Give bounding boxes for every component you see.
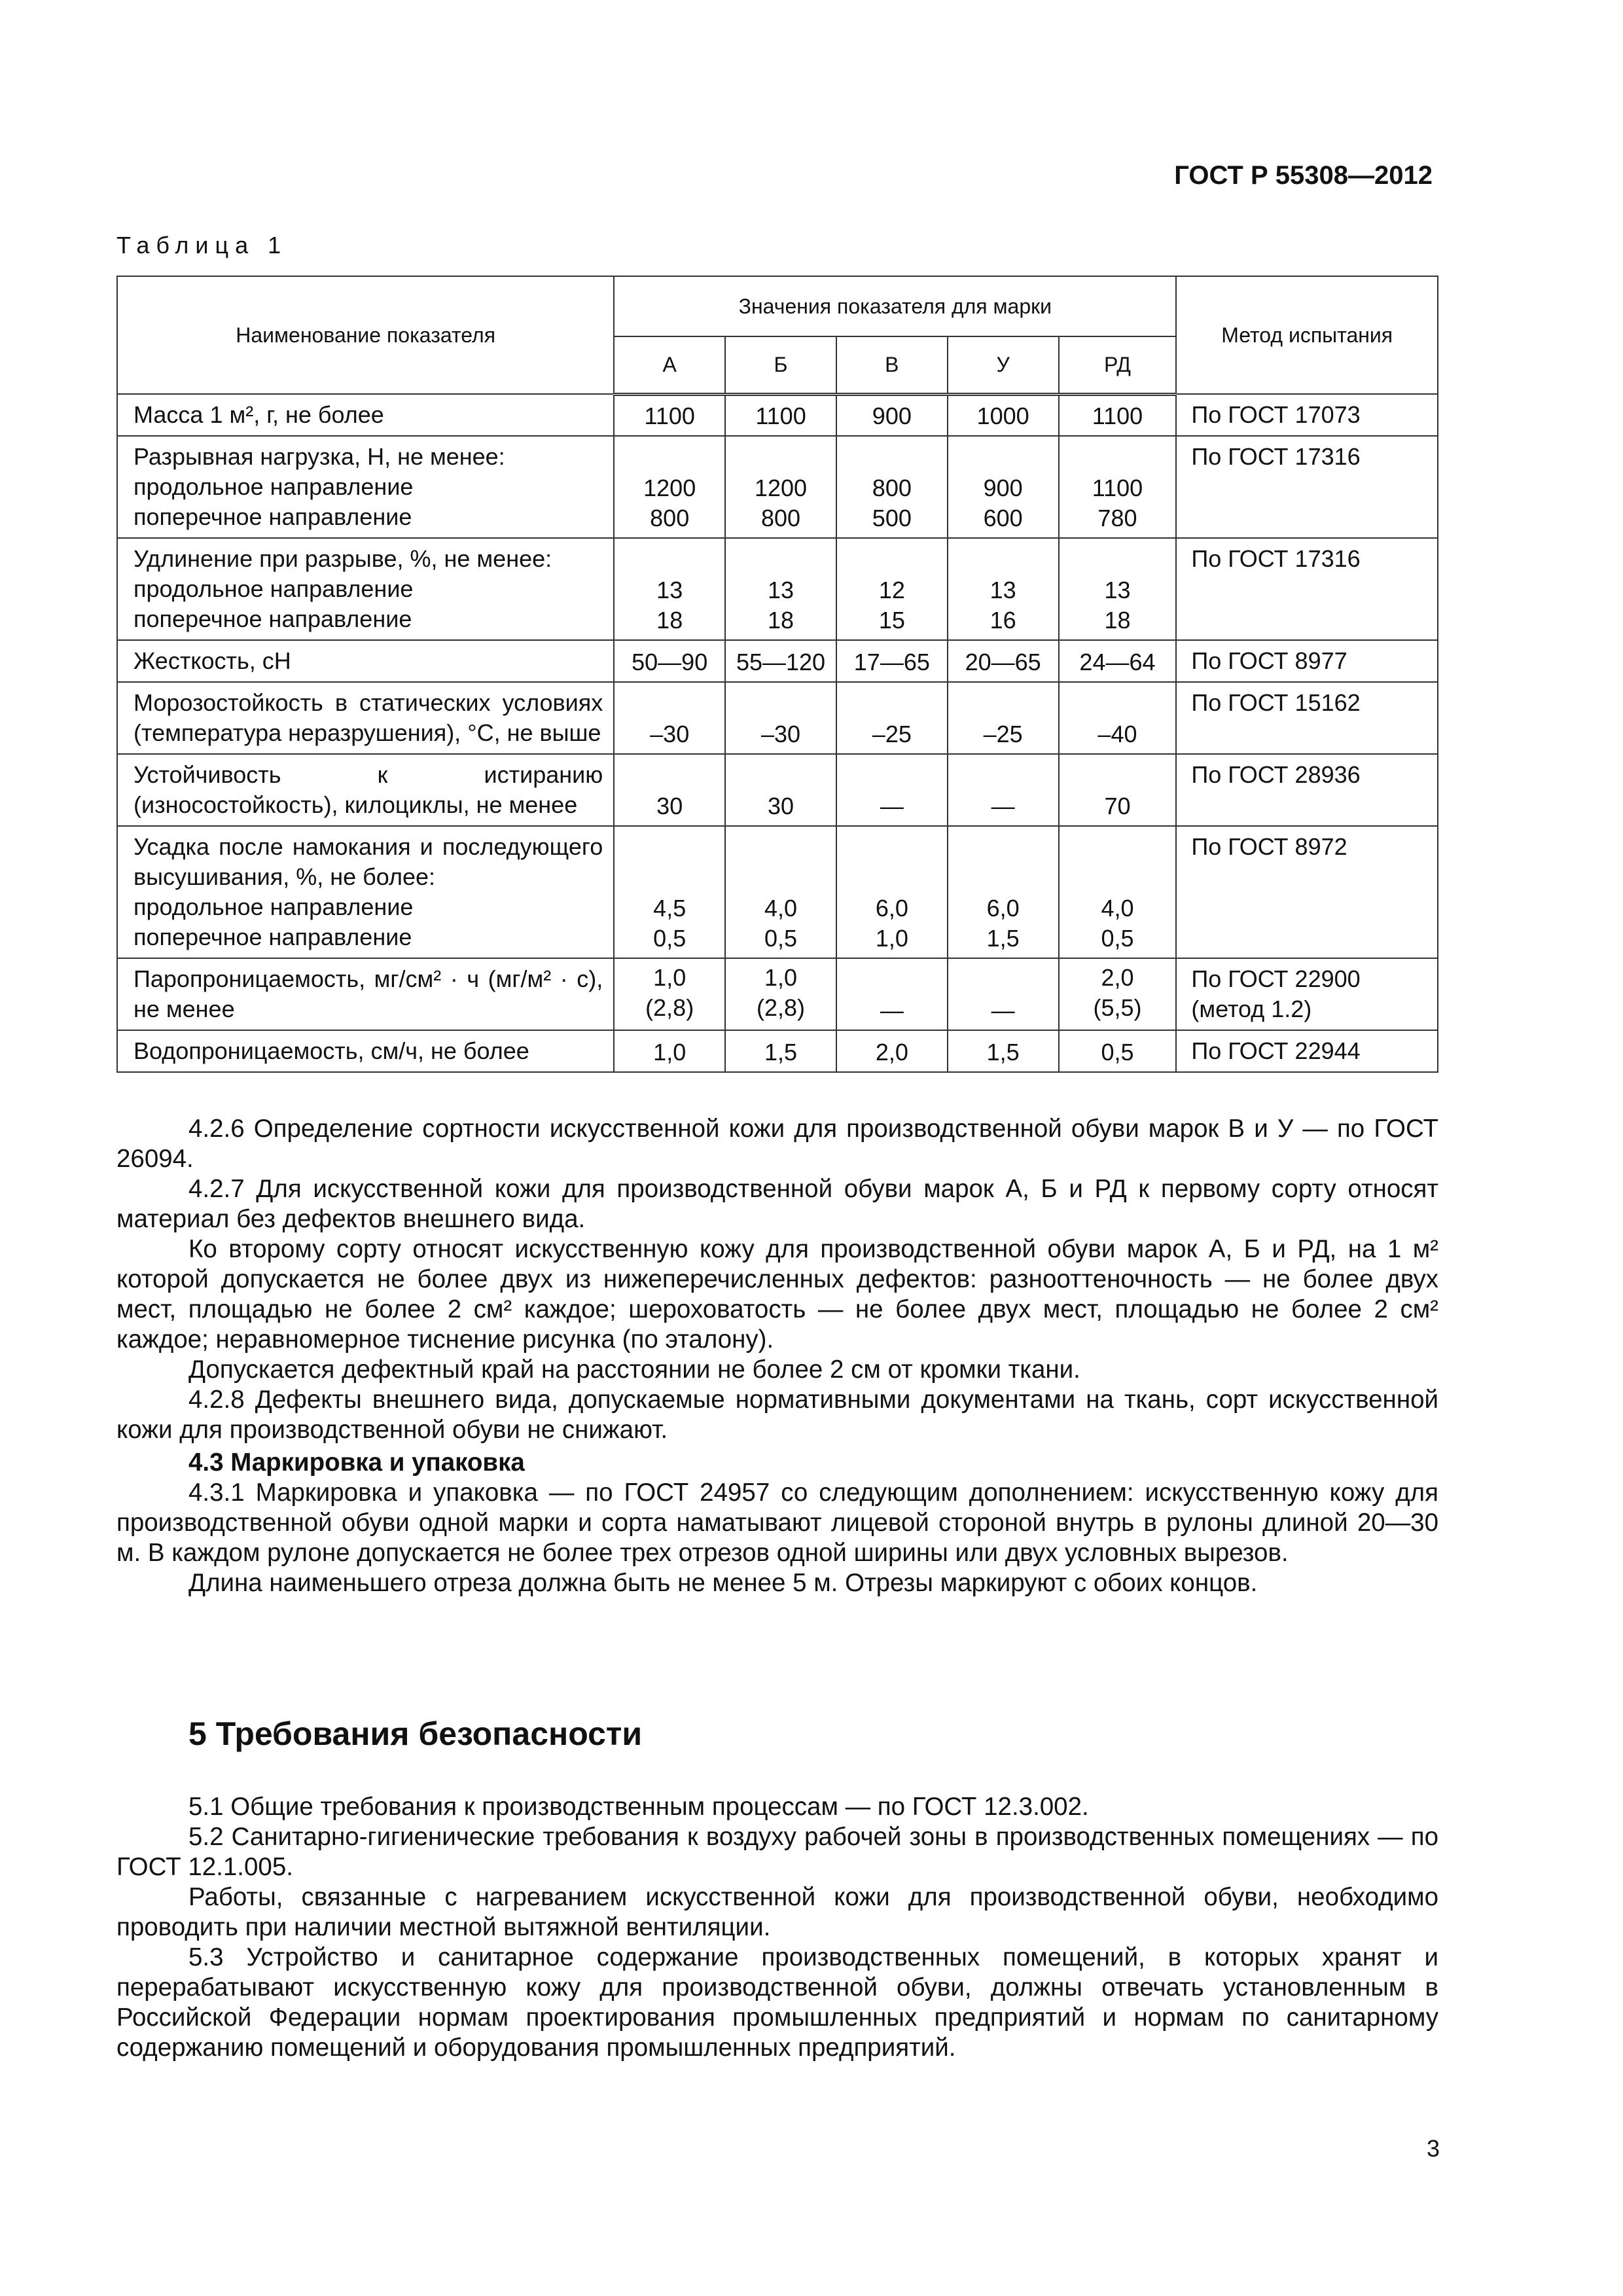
value: –25: [983, 721, 1023, 747]
value: 55—120: [736, 649, 826, 675]
row-name-line: Масса 1 м², г, не более: [134, 401, 384, 428]
value: 6,0: [875, 895, 908, 922]
value-cell: [1059, 958, 1177, 1030]
value-cell: [725, 538, 836, 640]
method-cell: По ГОСТ 17316: [1176, 538, 1438, 640]
value: (2,8): [757, 994, 806, 1021]
value-cell: [614, 958, 725, 1030]
method-cell: По ГОСТ 8977: [1176, 640, 1438, 682]
row-name-line: поперечное направление: [134, 605, 412, 632]
value-cell: [948, 682, 1059, 754]
value: 18: [768, 607, 794, 634]
value: (2,8): [645, 994, 694, 1021]
value-cell: [948, 754, 1059, 826]
page-number: 3: [1426, 2135, 1440, 2162]
value: 800: [650, 505, 690, 531]
table-body: [117, 394, 1438, 1072]
table-row: [117, 826, 1438, 958]
method-cell: По ГОСТ 22944: [1176, 1030, 1438, 1072]
row-name-line: продольное направление: [134, 575, 414, 602]
value: 900: [983, 475, 1023, 501]
value: 1100: [1092, 475, 1143, 501]
value: 70: [1104, 793, 1131, 819]
document-header: ГОСТ Р 55308—2012: [1174, 161, 1433, 190]
value: 30: [656, 793, 683, 819]
value: 15: [878, 607, 905, 634]
value: –40: [1097, 721, 1137, 747]
value-cell: [614, 436, 725, 538]
value: 500: [872, 505, 912, 531]
header-method: Метод испытания: [1176, 276, 1438, 394]
value: 13: [1104, 577, 1131, 603]
value: 800: [760, 505, 801, 531]
value: –30: [760, 721, 801, 747]
value: (5,5): [1093, 994, 1142, 1021]
value: 30: [768, 793, 794, 819]
header-grade: А: [614, 336, 725, 394]
value-cell: [614, 538, 725, 640]
table-row: [117, 1030, 1438, 1072]
value-cell: [614, 640, 725, 682]
value-cell: [948, 826, 1059, 958]
table-row: [117, 682, 1438, 754]
row-name-line: Водопроницаемость, см/ч, не более: [134, 1037, 529, 1064]
row-name-line: Разрывная нагрузка, Н, не менее:: [134, 443, 505, 470]
paragraph: Работы, связанные с нагреванием искусственной кожи для производственной обуви, необходимо проводить при наличии местной вытяжной вентиляции.: [116, 1883, 1438, 1941]
value: 1,5: [986, 1039, 1020, 1066]
value: 1200: [754, 475, 808, 501]
paragraph: 4.2.8 Дефекты внешнего вида, допускаемые нормативными документами на ткань, сорт искусственной кожи для производственной обуви не снижают.: [116, 1386, 1438, 1444]
row-name-line: Усадка после намокания и последующего высушивания, %, не более:: [134, 833, 603, 890]
method-cell: По ГОСТ 17073: [1176, 394, 1438, 436]
paragraph: 5.2 Санитарно-гигиенические требования к воздуху рабочей зоны в производственных помещениях — по ГОСТ 12.1.005.: [116, 1823, 1438, 1881]
value: 18: [656, 607, 683, 634]
text-block-4-2: [116, 1114, 1438, 1598]
value: 2,0: [875, 1039, 908, 1066]
header-grade: В: [836, 336, 948, 394]
value-cell: [948, 436, 1059, 538]
value-cell: [836, 754, 948, 826]
row-name-line: продольное направление: [134, 893, 414, 920]
value-cell: [836, 958, 948, 1030]
table-row: [117, 958, 1438, 1030]
value: 780: [1097, 505, 1137, 531]
value: –25: [872, 721, 912, 747]
row-name-line: Устойчивость к истиранию (износостойкость), килоциклы, не менее: [134, 761, 603, 818]
value-cell: [1059, 682, 1177, 754]
table-row: [117, 394, 1438, 436]
table-row: [117, 754, 1438, 826]
value-cell: [614, 754, 725, 826]
value: —: [991, 793, 1015, 819]
value: 0,5: [764, 925, 798, 952]
value: 1100: [1092, 403, 1143, 429]
value-cell: [725, 394, 836, 436]
header-values-group: Значения показателя для марки: [614, 276, 1176, 336]
value-cell: [948, 958, 1059, 1030]
value-cell: [614, 682, 725, 754]
value: 900: [872, 403, 912, 429]
row-name-line: продольное направление: [134, 473, 414, 500]
row-name-line: Морозостойкость в статических условиях (температура неразрушения), °С, не выше: [134, 689, 603, 746]
value-cell: [836, 682, 948, 754]
paragraph: 4.2.6 Определение сортности искусственной кожи для производственной обуви марок В и У — по ГОСТ 26094.: [116, 1115, 1438, 1173]
value: 1,0: [653, 964, 687, 991]
row-name: [117, 826, 614, 958]
value: 24—64: [1079, 649, 1156, 675]
row-name: [117, 394, 614, 436]
value-cell: [614, 394, 725, 436]
row-name: [117, 754, 614, 826]
value: 1,0: [875, 925, 908, 952]
value: 0,5: [653, 925, 687, 952]
value: 4,5: [653, 895, 687, 922]
value: 800: [872, 475, 912, 501]
table-row: [117, 538, 1438, 640]
value: 0,5: [1101, 1039, 1134, 1066]
value: 2,0: [1101, 964, 1134, 991]
paragraph: 5.1 Общие требования к производственным процессам — по ГОСТ 12.3.002.: [188, 1793, 1089, 1821]
value: 0,5: [1101, 925, 1134, 952]
header-grade: Б: [725, 336, 836, 394]
subsection-title: 4.3 Маркировка и упаковка: [188, 1448, 525, 1477]
value-cell: [948, 1030, 1059, 1072]
value-cell: [836, 436, 948, 538]
value-cell: [725, 640, 836, 682]
paragraph: Ко второму сорту относят искусственную кожу для производственной обуви марок А, Б и РД, на 1 м² которой допускается не более двух из нижеперечисленных дефектов: разнооттеночность — не более двух мест, площадью не более 2 см² каждое; шероховатость — не более двух мест, площадью не более 2 см² каждое; неравномерное тиснение рисунка (по эталону).: [116, 1235, 1438, 1354]
value: 1100: [755, 403, 806, 429]
row-name-line: Удлинение при разрыве, %, не менее:: [134, 545, 552, 572]
value-cell: [836, 826, 948, 958]
value-cell: [836, 1030, 948, 1072]
row-name-line: Паропроницаемость, мг/см² · ч (мг/м² · с), не менее: [134, 965, 603, 1022]
value: 4,0: [764, 895, 798, 922]
value: —: [880, 997, 904, 1024]
value-cell: [725, 958, 836, 1030]
value-cell: [1059, 640, 1177, 682]
row-name-line: поперечное направление: [134, 924, 412, 950]
value-cell: [1059, 1030, 1177, 1072]
row-name-line: поперечное направление: [134, 503, 412, 530]
header-grade: РД: [1059, 336, 1177, 394]
value-cell: [725, 436, 836, 538]
value: 1000: [976, 403, 1029, 429]
table-row: [117, 436, 1438, 538]
row-name: [117, 436, 614, 538]
properties-table: [116, 276, 1438, 1073]
value: 50—90: [632, 649, 708, 675]
paragraph: Допускается дефектный край на расстоянии не более 2 см от кромки ткани.: [188, 1355, 1080, 1384]
value: —: [991, 997, 1015, 1024]
value-cell: [836, 394, 948, 436]
value: —: [880, 793, 904, 819]
row-name: [117, 682, 614, 754]
table-row: [117, 640, 1438, 682]
row-name: [117, 538, 614, 640]
method-cell: По ГОСТ 22900 (метод 1.2): [1176, 958, 1438, 1030]
method-cell: По ГОСТ 28936: [1176, 754, 1438, 826]
value: 12: [878, 577, 905, 603]
row-name: [117, 1030, 614, 1072]
value: 6,0: [986, 895, 1020, 922]
paragraph: 4.3.1 Маркировка и упаковка — по ГОСТ 24957 со следующим дополнением: искусственную кожу для производственной обуви одной марки и сорта наматывают лицевой стороной внутрь в рулоны длиной 20—30 м. В каждом рулоне допускается не более трех отрезов одной ширины или двух условных вырезов.: [116, 1479, 1438, 1567]
row-name-line: Жесткость, сН: [134, 647, 291, 674]
row-name: [117, 640, 614, 682]
value-cell: [948, 394, 1059, 436]
value: 13: [768, 577, 794, 603]
value: 16: [990, 607, 1016, 634]
section-title: 5 Требования безопасности: [188, 1715, 643, 1752]
value-cell: [725, 682, 836, 754]
value: 17—65: [853, 649, 930, 675]
value-cell: [836, 538, 948, 640]
value: 1200: [643, 475, 696, 501]
header-name: Наименование показателя: [117, 276, 614, 394]
value-cell: [1059, 826, 1177, 958]
value-cell: [948, 538, 1059, 640]
paragraph: Длина наименьшего отреза должна быть не менее 5 м. Отрезы маркируют с обоих концов.: [188, 1569, 1258, 1597]
value: 600: [983, 505, 1023, 531]
value: 1100: [644, 403, 695, 429]
value: 1,0: [653, 1039, 687, 1066]
paragraph: 4.2.7 Для искусственной кожи для производственной обуви марок А, Б и РД к первому сорту относят материал без дефектов внешнего вида.: [116, 1175, 1438, 1233]
value: 20—65: [965, 649, 1041, 675]
table-caption: Таблица 1: [116, 232, 288, 259]
value-cell: [1059, 754, 1177, 826]
text-block-5: [116, 1792, 1438, 2063]
value: 18: [1104, 607, 1131, 634]
value: 4,0: [1101, 895, 1134, 922]
value-cell: [1059, 538, 1177, 640]
method-cell: По ГОСТ 17316: [1176, 436, 1438, 538]
value-cell: [725, 754, 836, 826]
method-cell: По ГОСТ 15162: [1176, 682, 1438, 754]
value-cell: [614, 1030, 725, 1072]
method-cell: По ГОСТ 8972: [1176, 826, 1438, 958]
value-cell: [948, 640, 1059, 682]
value: 13: [656, 577, 683, 603]
value-cell: [725, 1030, 836, 1072]
value-cell: [614, 826, 725, 958]
paragraph: 5.3 Устройство и санитарное содержание производственных помещений, в которых хранят и перерабатывают искусственную кожу для производственной обуви, должны отвечать установленным в Российской Федерации нормам проектирования промышленных предприятий и нормам по санитарному содержанию помещений и оборудования промышленных предприятий.: [116, 1943, 1438, 2062]
value-cell: [1059, 394, 1177, 436]
value-cell: [836, 640, 948, 682]
header-grade: У: [948, 336, 1059, 394]
value: 1,0: [764, 964, 798, 991]
value: 1,5: [764, 1039, 798, 1066]
value: 13: [990, 577, 1016, 603]
value: 1,5: [986, 925, 1020, 952]
value-cell: [725, 826, 836, 958]
value-cell: [1059, 436, 1177, 538]
value: –30: [650, 721, 690, 747]
row-name: [117, 958, 614, 1030]
